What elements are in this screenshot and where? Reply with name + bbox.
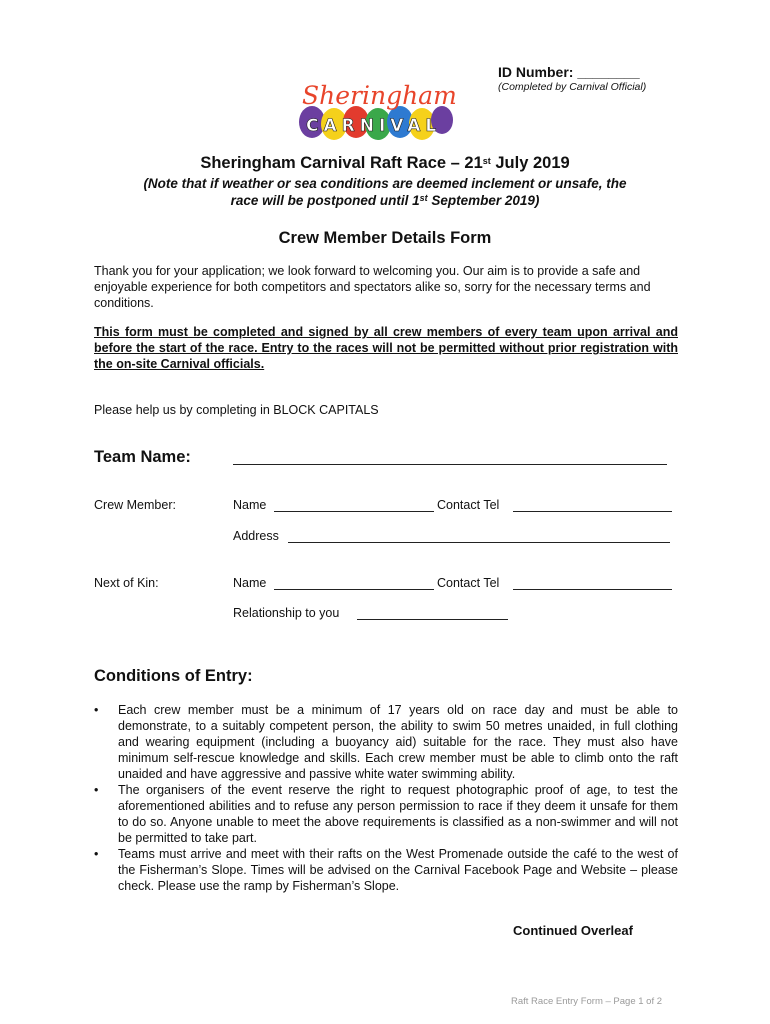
id-number-note: (Completed by Carnival Official)	[498, 81, 647, 93]
logo-text-bottom: CARNIVAL	[306, 116, 442, 136]
condition-item: • The organisers of the event reserve the right to request photographic proof of age, to test the aforementioned abilities and to refuse any person permission to race if they deem it unsafe for them to do so. Anyone unable to meet the above requirements is classified as a non-swimmer and will not be permitted to take part.	[94, 783, 678, 845]
bullet-icon: •	[94, 847, 99, 861]
crew-contact-tel-label: Contact Tel	[437, 498, 500, 512]
team-name-label: Team Name:	[94, 448, 191, 466]
id-number-label: ID Number: ________	[498, 64, 640, 80]
block-capitals-note: Please help us by completing in BLOCK CAPITALS	[94, 403, 379, 417]
condition-item: • Teams must arrive and meet with their rafts on the West Promenade outside the café to the west of the Fisherman’s Slope. Times will be advised on the Carnival Facebook Page and Website – please check. Please use the ramp by Fisherman’s Slope.	[94, 847, 678, 893]
crew-address-field[interactable]	[288, 530, 670, 543]
kin-name-label: Name	[233, 576, 267, 590]
kin-contact-tel-field[interactable]	[513, 577, 672, 590]
form-title: Crew Member Details Form	[278, 229, 492, 247]
kin-contact-tel-label: Contact Tel	[437, 576, 500, 590]
crew-name-field[interactable]	[274, 499, 434, 512]
relationship-label: Relationship to you	[233, 606, 340, 620]
continued-overleaf: Continued Overleaf	[513, 923, 633, 938]
carnival-logo	[292, 78, 458, 144]
registration-warning: This form must be completed and signed by all crew members of every team upon arrival and before the start of the race. Entry to the races will not be permitted without prior registration with the on-site Carnival officials.	[94, 325, 678, 371]
logo-text-top: Sheringham	[302, 81, 457, 110]
conditions-heading: Conditions of Entry:	[94, 667, 253, 685]
weather-note-line2: race will be postponed until 1st September 2019)	[230, 193, 540, 208]
page-title: Sheringham Carnival Raft Race – 21st July 2019	[200, 154, 570, 172]
crew-name-label: Name	[233, 498, 267, 512]
page-footer: Raft Race Entry Form – Page 1 of 2	[511, 996, 663, 1007]
bullet-icon: •	[94, 783, 99, 797]
weather-note-line1: (Note that if weather or sea conditions are deemed inclement or unsafe, the	[143, 176, 627, 191]
next-of-kin-label: Next of Kin:	[94, 576, 159, 590]
intro-paragraph: Thank you for your application; we look forward to welcoming you. Our aim is to provide a safe and enjoyable experience for both competitors and spectators alike so, sorry for the necessary terms and conditions.	[94, 264, 651, 310]
team-name-field[interactable]	[233, 452, 667, 465]
crew-member-label: Crew Member:	[94, 498, 176, 512]
crew-address-label: Address	[233, 529, 279, 543]
crew-contact-tel-field[interactable]	[513, 499, 672, 512]
kin-name-field[interactable]	[274, 577, 434, 590]
condition-item: • Each crew member must be a minimum of 17 years old on race day and must be able to demonstrate, to a suitably competent person, the ability to swim 50 metres unaided, in full clothing and wearing equipment (including a buoyancy aid) suitable for the race. They must also have minimum self-rescue knowledge and skills. Each crew member must be able to climb onto the raft unaided and have aggressive and passive white water swimming ability.	[94, 703, 678, 781]
bullet-icon: •	[94, 703, 99, 717]
conditions-list	[94, 702, 678, 894]
relationship-field[interactable]	[357, 607, 508, 620]
